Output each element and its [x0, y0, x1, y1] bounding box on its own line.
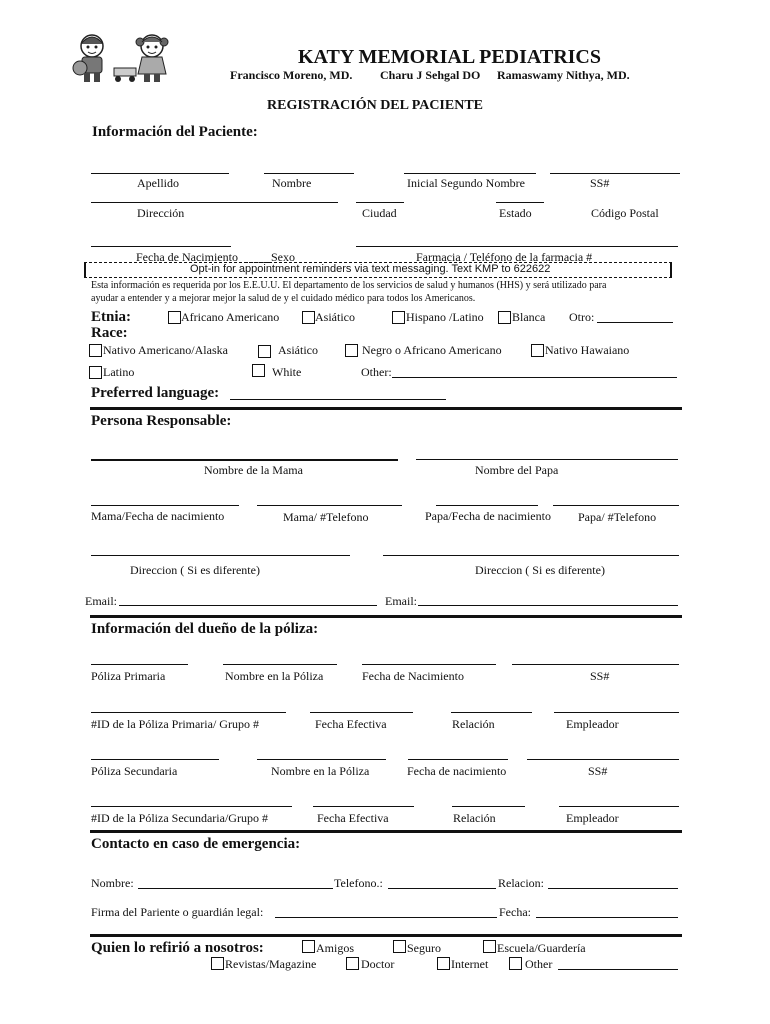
ethnicity-option: Hispano /Latino: [406, 310, 484, 324]
emergency-heading: Contacto en caso de emergencia:: [91, 836, 301, 852]
ethnicity-option: Africano Americano: [181, 310, 280, 324]
secondary-effective-field[interactable]: [313, 806, 414, 807]
ethnicity-other-label: Otro:: [569, 310, 595, 324]
divider: [90, 615, 682, 618]
secondary-employer-field[interactable]: [559, 806, 679, 807]
label-ss: SS#: [590, 176, 610, 190]
checkbox-latino[interactable]: [89, 366, 102, 379]
referral-option: Amigos: [316, 941, 355, 955]
label-father-address: Direccion ( Si es diferente): [475, 563, 605, 577]
emergency-name-field[interactable]: [138, 888, 333, 889]
label-emergency-relation: Relacion:: [498, 876, 544, 890]
label-mother-address: Direccion ( Si es diferente): [130, 563, 260, 577]
label-email-2: Email:: [385, 594, 417, 608]
state-field[interactable]: [496, 202, 544, 203]
doctor-1: Francisco Moreno, MD.: [230, 68, 353, 82]
policy-heading: Información del dueño de la póliza:: [91, 621, 319, 637]
divider: [90, 407, 682, 410]
form-title: REGISTRACIÓN DEL PACIENTE: [267, 98, 484, 113]
secondary-id-field[interactable]: [91, 806, 292, 807]
pharmacy-field[interactable]: [356, 246, 678, 247]
label-primary-employer: Empleador: [566, 717, 619, 731]
father-phone-field[interactable]: [553, 505, 679, 506]
checkbox-doctor[interactable]: [346, 957, 359, 970]
label-primary-effective: Fecha Efectiva: [315, 717, 387, 731]
mother-address-field[interactable]: [91, 555, 350, 556]
father-address-field[interactable]: [383, 555, 679, 556]
city-field[interactable]: [356, 202, 404, 203]
doctor-2: Charu J Sehgal DO: [380, 68, 481, 82]
doctor-3: Ramaswamy Nithya, MD.: [497, 68, 630, 82]
primary-id-field[interactable]: [91, 712, 286, 713]
label-primary-name: Nombre en la Póliza: [225, 669, 324, 683]
address-field[interactable]: [91, 202, 338, 203]
optin-text: Opt-in for appointment reminders via text messaging. Text KMP to 622622: [190, 263, 551, 275]
checkbox-race-asiatico[interactable]: [258, 345, 271, 358]
checkbox-hispano[interactable]: [392, 311, 405, 324]
father-name-field[interactable]: [416, 459, 678, 460]
primary-employer-field[interactable]: [554, 712, 679, 713]
ethnicity-label: Etnia:: [91, 309, 132, 325]
father-dob-field[interactable]: [436, 505, 538, 506]
primary-dob-field[interactable]: [362, 664, 496, 665]
mother-dob-field[interactable]: [91, 505, 239, 506]
race-label: Race:: [91, 325, 128, 341]
ssn-field[interactable]: [550, 173, 680, 174]
referral-option: Other: [525, 957, 553, 971]
label-secondary-relation: Relación: [453, 811, 496, 825]
last-name-field[interactable]: [91, 173, 229, 174]
label-secondary-effective: Fecha Efectiva: [317, 811, 389, 825]
label-mother-name: Nombre de la Mama: [204, 463, 303, 477]
label-signature: Firma del Pariente o guardián legal:: [91, 905, 264, 919]
label-emergency-phone: Telefono.:: [334, 876, 383, 890]
label-codigo-postal: Código Postal: [591, 206, 659, 220]
label-ciudad: Ciudad: [362, 206, 397, 220]
notice-line-2: ayudar a entender y a mejorar mejor la salud de y el cuidado médico para todos los Americanos.: [91, 293, 476, 304]
responsible-heading: Persona Responsable:: [91, 413, 232, 429]
secondary-policy-field[interactable]: [91, 759, 219, 760]
secondary-ssn-field[interactable]: [527, 759, 679, 760]
referral-label: Quien lo refirió a nosotros:: [91, 940, 264, 956]
kids-logo: [70, 32, 178, 84]
secondary-dob-field[interactable]: [408, 759, 508, 760]
checkbox-nativo-hawaiano[interactable]: [531, 344, 544, 357]
checkbox-other[interactable]: [509, 957, 522, 970]
label-father-dob: Papa/Fecha de nacimiento: [425, 509, 551, 523]
emergency-phone-field[interactable]: [388, 888, 496, 889]
checkbox-nativo-americano[interactable]: [89, 344, 102, 357]
referral-option: Internet: [451, 957, 489, 971]
divider: [90, 934, 682, 937]
race-option: Negro o Africano Americano: [362, 343, 502, 357]
label-estado: Estado: [499, 206, 532, 220]
divider: [90, 830, 682, 833]
label-fecha-nacimiento: Fecha de Nacimiento: [136, 250, 238, 264]
label-secondary-name: Nombre en la Póliza: [271, 764, 370, 778]
primary-ssn-field[interactable]: [512, 664, 679, 665]
checkbox-white[interactable]: [252, 364, 265, 377]
race-option: Nativo Americano/Alaska: [103, 343, 228, 357]
label-secondary-ssn: SS#: [588, 764, 608, 778]
mother-email-field[interactable]: [119, 605, 377, 606]
patient-heading: Información del Paciente:: [92, 124, 258, 140]
label-inicial: Inicial Segundo Nombre: [407, 176, 525, 190]
signature-date-field[interactable]: [536, 917, 678, 918]
label-father-phone: Papa/ #Telefono: [578, 510, 657, 524]
checkbox-africano-americano[interactable]: [168, 311, 181, 324]
language-label: Preferred language:: [91, 385, 220, 401]
clinic-title: KATY MEMORIAL PEDIATRICS: [298, 46, 601, 68]
label-primary-policy: Póliza Primaria: [91, 669, 166, 683]
label-emergency-name: Nombre:: [91, 876, 134, 890]
race-option: Asiático: [278, 343, 318, 357]
checkbox-blanca[interactable]: [498, 311, 511, 324]
primary-effective-field[interactable]: [310, 712, 413, 713]
signature-field[interactable]: [275, 917, 497, 918]
middle-initial-field[interactable]: [404, 173, 536, 174]
label-primary-id: #ID de la Póliza Primaria/ Grupo #: [91, 717, 259, 731]
ethnicity-option: Asiático: [315, 310, 355, 324]
race-option: White: [272, 365, 302, 379]
primary-relation-field[interactable]: [451, 712, 532, 713]
language-field[interactable]: [230, 399, 446, 400]
secondary-name-field[interactable]: [257, 759, 386, 760]
label-secondary-id: #ID de la Póliza Secundaria/Grupo #: [91, 811, 268, 825]
ethnicity-option: Blanca: [512, 310, 546, 324]
label-primary-relation: Relación: [452, 717, 495, 731]
label-father-name: Nombre del Papa: [475, 463, 559, 477]
dob-field[interactable]: [91, 246, 231, 247]
label-primary-dob: Fecha de Nacimiento: [362, 669, 464, 683]
mother-name-field[interactable]: [91, 459, 398, 461]
label-secondary-policy: Póliza Secundaria: [91, 764, 178, 778]
label-secondary-employer: Empleador: [566, 811, 619, 825]
first-name-field[interactable]: [264, 173, 354, 174]
checkbox-internet[interactable]: [437, 957, 450, 970]
label-apellido: Apellido: [137, 176, 179, 190]
label-sexo: Sexo: [271, 250, 295, 264]
checkbox-revistas[interactable]: [211, 957, 224, 970]
emergency-relation-field[interactable]: [548, 888, 678, 889]
label-direccion: Dirección: [137, 206, 185, 220]
primary-name-field[interactable]: [223, 664, 337, 665]
secondary-relation-field[interactable]: [452, 806, 525, 807]
label-email-1: Email:: [85, 594, 117, 608]
label-mother-phone: Mama/ #Telefono: [283, 510, 369, 524]
referral-option: Escuela/Guardería: [497, 941, 586, 955]
primary-policy-field[interactable]: [91, 664, 188, 665]
father-email-field[interactable]: [418, 605, 678, 606]
mother-phone-field[interactable]: [257, 505, 402, 506]
label-secondary-dob: Fecha de nacimiento: [407, 764, 507, 778]
checkbox-amigos[interactable]: [302, 940, 315, 953]
label-signature-date: Fecha:: [499, 905, 531, 919]
race-other-field[interactable]: [392, 377, 677, 378]
label-mother-dob: Mama/Fecha de nacimiento: [91, 509, 225, 523]
checkbox-negro[interactable]: [345, 344, 358, 357]
referral-option: Doctor: [361, 957, 395, 971]
label-farmacia: Farmacia / Teléfono de la farmacia #: [416, 250, 593, 264]
notice-line-1: Esta información es requerida por los E.E.U.U. El departamento de los servicios de salud y humanos (HHS) y será utilizado para: [91, 280, 607, 291]
label-nombre: Nombre: [272, 176, 312, 190]
checkbox-escuela[interactable]: [483, 940, 496, 953]
race-option: Nativo Hawaiano: [545, 343, 630, 357]
checkbox-seguro[interactable]: [393, 940, 406, 953]
ethnicity-other-field[interactable]: [597, 322, 673, 323]
checkbox-asiatico[interactable]: [302, 311, 315, 324]
race-option: Latino: [103, 365, 135, 379]
referral-other-field[interactable]: [558, 969, 678, 970]
label-primary-ssn: SS#: [590, 669, 610, 683]
race-other-label: Other:: [361, 365, 392, 379]
referral-option: Seguro: [407, 941, 441, 955]
referral-option: Revistas/Magazine: [225, 957, 317, 971]
